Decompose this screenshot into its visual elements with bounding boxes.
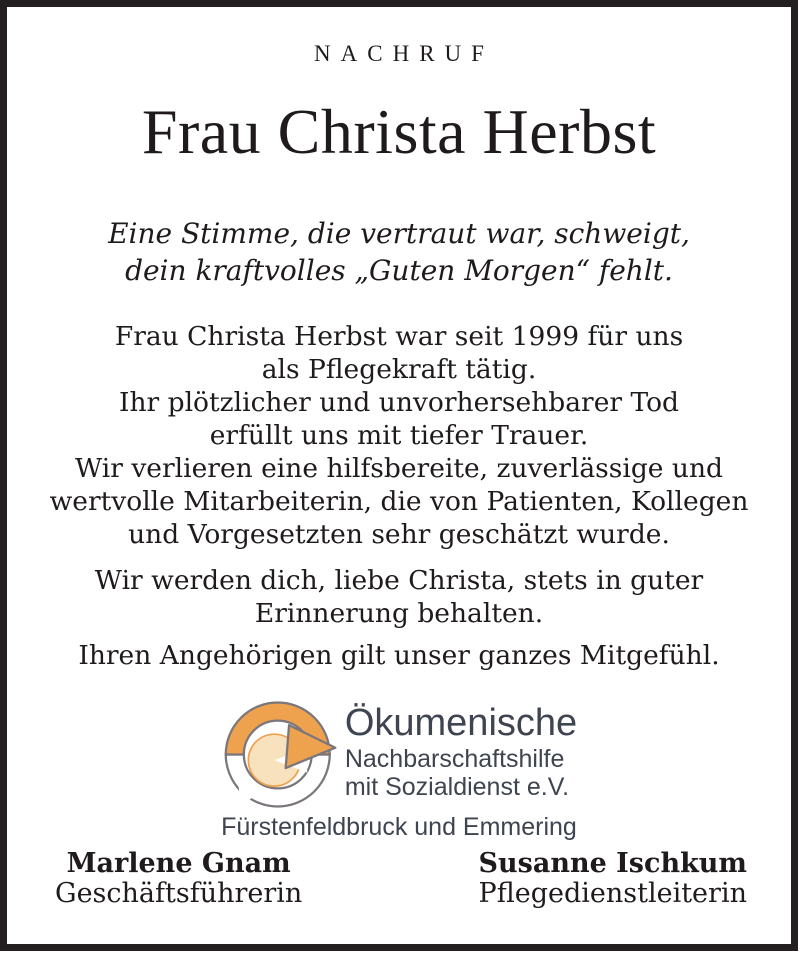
quote-line: Eine Stimme, die vertraut war, schweigt, [108, 217, 690, 250]
signatory-role: Geschäftsführerin [55, 878, 303, 909]
organization-name-block [345, 698, 577, 801]
body-line: Wir verlieren eine hilfsbereite, zuverlässige und [74, 453, 723, 484]
memorial-quote [7, 215, 791, 289]
organization-name: Ökumenische [344, 702, 578, 744]
signature-block [55, 849, 302, 909]
notice-kicker: NACHRUF [314, 41, 494, 66]
body-line: erfüllt uns mit tiefer Trauer. [209, 420, 589, 451]
circular-arrows-emblem-icon [221, 698, 339, 811]
body-paragraph [7, 320, 791, 551]
body-line: Erinnerung behalten. [254, 598, 544, 629]
body-paragraph [7, 639, 791, 672]
signatory-name: Marlene Gnam [66, 848, 291, 879]
signature-block [479, 849, 747, 909]
body-line: wertvolle Mitarbeiterin, die von Patienten, Kollegen [49, 486, 749, 517]
organization-name-line2: Nachbarschaftshilfe [344, 745, 565, 773]
quote-line: dein kraftvolles „Guten Morgen“ fehlt. [125, 254, 673, 287]
signatory-role: Pflegedienstleiterin [478, 878, 747, 909]
organization-logo-row [221, 698, 577, 811]
body-line: Wir werden dich, liebe Christa, stets in guter [94, 565, 704, 596]
body-line: Frau Christa Herbst war seit 1999 für uns [114, 321, 684, 352]
body-paragraph [7, 564, 791, 630]
body-line: Ihr plötzlicher und unvorhersehbarer Tod [118, 387, 680, 418]
organization-logo-block [221, 698, 577, 842]
body-line: als Pflegekraft tätig. [261, 354, 537, 385]
deceased-name-title: Frau Christa Herbst [141, 96, 657, 167]
organization-name-line3: mit Sozialdienst e.V. [344, 773, 570, 801]
signatures-row [7, 849, 791, 909]
body-line: Ihren Angehörigen gilt unser ganzes Mitgefühl. [78, 640, 720, 671]
body-line: und Vorgesetzten sehr geschätzt wurde. [128, 519, 670, 550]
organization-location: Fürstenfeldbruck und Emmering [221, 813, 577, 841]
signatory-name: Susanne Ischkum [478, 848, 747, 879]
